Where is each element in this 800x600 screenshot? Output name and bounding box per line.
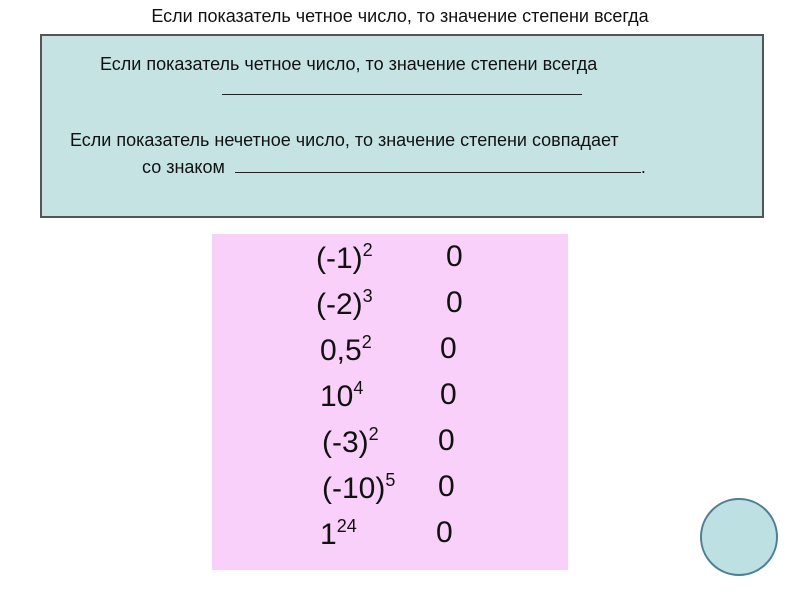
- example-exponent: 4: [353, 378, 364, 398]
- example-row: [316, 286, 516, 326]
- example-compare[interactable]: 0: [440, 378, 457, 411]
- example-compare[interactable]: 0: [446, 286, 463, 319]
- example-row: [320, 378, 520, 418]
- example-compare[interactable]: 0: [438, 470, 455, 503]
- example-exponent: 5: [385, 470, 396, 490]
- example-base-wrap: [316, 240, 373, 276]
- example-compare[interactable]: 0: [446, 240, 463, 273]
- examples-panel: [212, 234, 568, 570]
- example-base-wrap: [316, 286, 373, 322]
- example-compare[interactable]: 0: [438, 424, 455, 457]
- odd-rule-text-cont: со знаком: [142, 157, 225, 177]
- example-base: 0,5: [320, 334, 362, 367]
- even-rule-blank[interactable]: [222, 78, 582, 95]
- example-base: 10: [320, 380, 354, 413]
- example-base-wrap: [322, 470, 395, 506]
- even-rule-text: Если показатель четное число, то значение степени всегда: [100, 54, 598, 74]
- example-base: (-2): [316, 288, 363, 321]
- example-base-wrap: [320, 516, 357, 552]
- odd-rule-period: .: [640, 157, 646, 177]
- example-row: [322, 424, 522, 464]
- example-base: (-3): [322, 426, 369, 459]
- odd-rule-blank[interactable]: [235, 156, 641, 173]
- example-exponent: 3: [362, 286, 373, 306]
- example-compare[interactable]: 0: [436, 516, 453, 549]
- example-base: 1: [320, 518, 337, 551]
- example-base-wrap: [320, 332, 372, 368]
- rules-box: [40, 34, 764, 218]
- example-exponent: 24: [336, 516, 357, 536]
- example-exponent: 2: [368, 424, 379, 444]
- circle-button[interactable]: [700, 498, 778, 576]
- example-base-wrap: [320, 378, 363, 414]
- example-row: [316, 240, 516, 280]
- page-title: Если показатель четное число, то значение степени всегда: [151, 6, 649, 26]
- example-exponent: 2: [361, 332, 372, 352]
- even-rule-answer-field[interactable]: [222, 78, 582, 100]
- example-base: (-1): [316, 242, 363, 275]
- example-exponent: 2: [362, 240, 373, 260]
- example-row: [320, 332, 520, 372]
- example-compare[interactable]: 0: [440, 332, 457, 365]
- odd-rule-line-2: [142, 156, 646, 178]
- odd-rule-text: Если показатель нечетное число, то значение степени совпадает: [70, 130, 619, 150]
- example-row: [322, 470, 522, 510]
- example-base: (-10): [322, 472, 386, 505]
- example-base-wrap: [322, 424, 379, 460]
- example-row: [320, 516, 520, 556]
